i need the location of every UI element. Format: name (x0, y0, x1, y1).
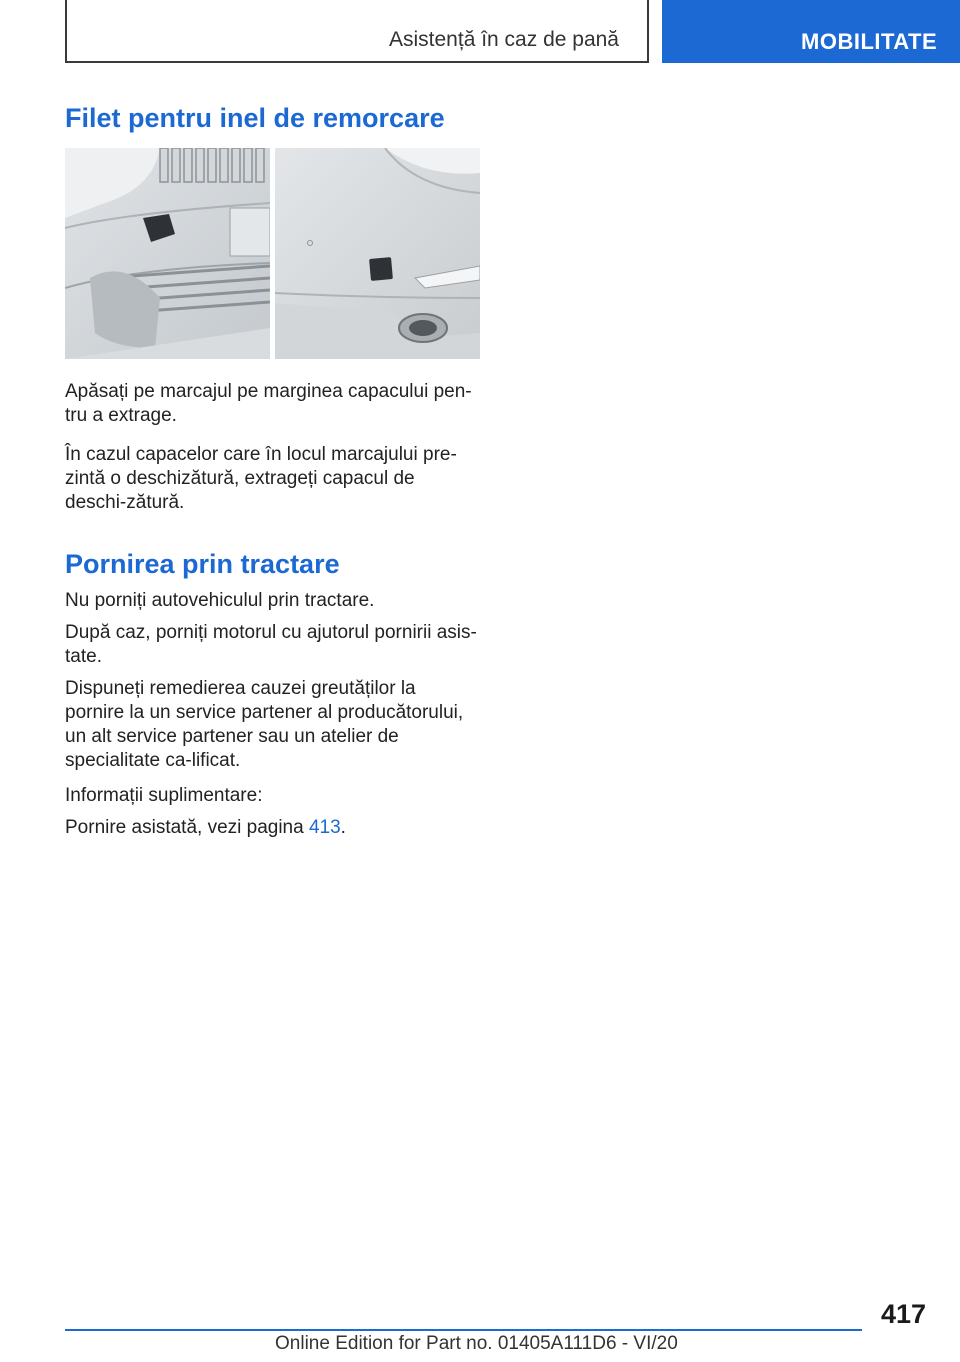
paragraph-service: Dispuneți remedierea cauzei greutăților la pornire la un service partener al producătorului, un alt service partener sau un atelier de specialitate ca‐lificat. (65, 678, 464, 771)
header-section-title: Asistență în caz de pană (389, 28, 619, 51)
paragraph-more-info: Informații suplimentare: (65, 785, 263, 806)
section-title-tow-thread: Filet pentru inel de remorcare (65, 103, 445, 133)
paragraph-cover-opening: În cazul capacelor care în locul marcajului pre‐zintă o deschizătură, extrageți capacul de deschi‐zătură. (65, 444, 457, 513)
paragraph-reference (65, 816, 480, 840)
tow-eye-cover-illustration (65, 148, 480, 359)
section-title-tow-start: Pornirea prin tractare (65, 549, 340, 579)
header-chapter-tab[interactable] (662, 0, 960, 63)
header-section-box (65, 0, 649, 63)
front-bumper-image (65, 148, 270, 359)
page-link-413[interactable]: 413 (308, 817, 341, 838)
page-number: 417 (880, 1299, 926, 1329)
rear-bumper-image (275, 148, 480, 359)
footer-edition: Online Edition for Part no. 01405A111D6 - VI/20 (275, 1333, 678, 1354)
paragraph-press-marking: Apăsați pe marcajul pe marginea capacului pen‐tru a extrage. (65, 381, 472, 426)
paragraph-jump-start: După caz, porniți motorul cu ajutorul pornirii asis‐tate. (65, 622, 477, 667)
reference-text: Pornire asistată, vezi pagina (65, 817, 309, 838)
header-chapter-label: MOBILITATE (801, 29, 938, 54)
paragraph-no-tow-start: Nu porniți autovehiculul prin tractare. (65, 590, 375, 611)
reference-end: . (340, 817, 346, 838)
footer-divider (65, 1329, 862, 1331)
